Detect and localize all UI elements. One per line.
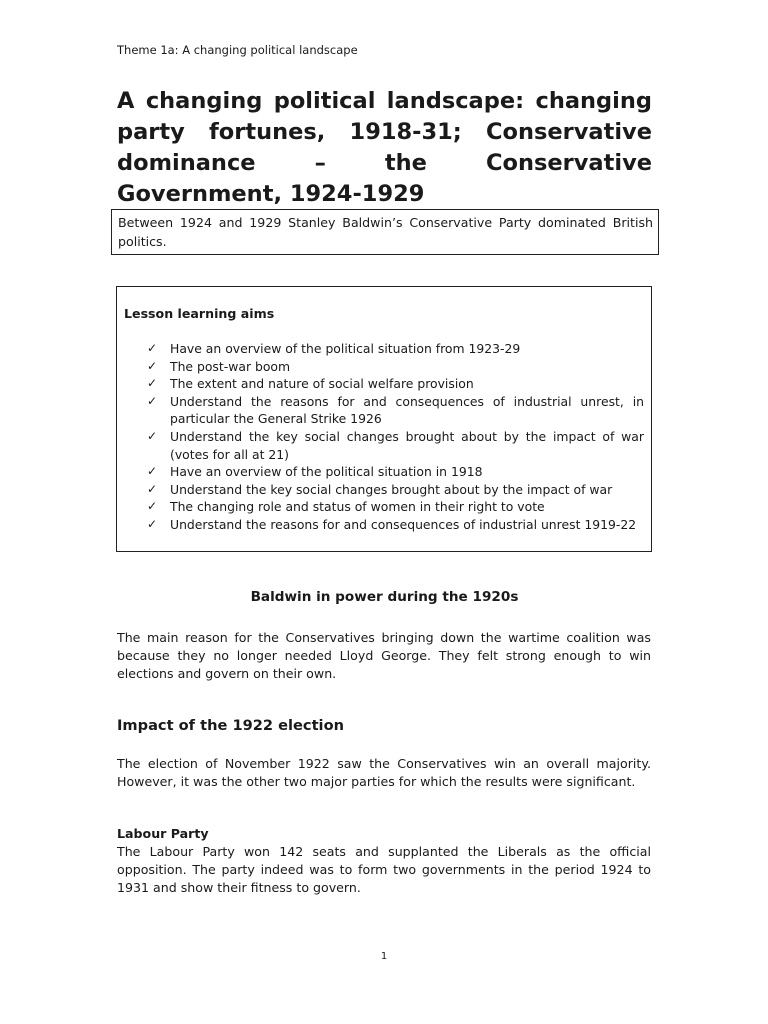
learning-aim-text: Understand the reasons for and consequences of industrial unrest, in particular the General Strike 1926 [170, 393, 644, 427]
checkmark-icon: ✓ [147, 341, 158, 355]
learning-aim-item [147, 393, 644, 428]
learning-aim-text: Have an overview of the political situation in 1918 [170, 464, 483, 480]
baldwin-section-title: Baldwin in power during the 1920s [250, 589, 519, 605]
labour-paragraph: The Labour Party won 142 seats and supplanted the Liberals as the official opposition. The party indeed was to form two governments in the period 1924 to 1931 and show their fitness to govern. [117, 844, 651, 895]
learning-aim-text: Understand the key social changes brought about by the impact of war [170, 481, 613, 497]
learning-aim-item [147, 375, 644, 393]
learning-aims-list [147, 340, 644, 534]
checkmark-icon: ✓ [147, 376, 158, 391]
election-section-title: Impact of the 1922 election [117, 717, 344, 734]
checkmark-icon: ✓ [147, 358, 158, 373]
learning-aim-item [147, 481, 644, 499]
baldwin-paragraph: The main reason for the Conservatives bringing down the wartime coalition was because they no longer needed Lloyd George. They felt strong enough to win elections and govern on their own. [117, 630, 651, 681]
learning-aim-item [147, 463, 644, 481]
learning-aim-text: Understand the key social changes brought about by the impact of war (votes for all at 21) [170, 428, 644, 462]
learning-aims-box [116, 286, 652, 552]
learning-aim-item [147, 428, 644, 463]
learning-aim-item [147, 516, 644, 534]
intro-box: Between 1924 and 1929 Stanley Baldwin’s Conservative Party dominated British politics. [111, 209, 659, 255]
checkmark-icon: ✓ [147, 393, 158, 408]
learning-aim-item [147, 358, 644, 376]
page-number: 1 [380, 951, 388, 962]
learning-aim-text: The extent and nature of social welfare provision [170, 376, 474, 392]
checkmark-icon: ✓ [147, 428, 158, 443]
checkmark-icon: ✓ [147, 481, 158, 496]
learning-aim-text: The post-war boom [170, 358, 291, 374]
learning-aim-item [147, 340, 644, 358]
checkmark-icon: ✓ [147, 499, 158, 514]
learning-aim-text: Have an overview of the political situation from 1923-29 [170, 341, 521, 356]
learning-aims-heading: Lesson learning aims [124, 306, 275, 321]
running-header: Theme 1a: A changing political landscape [117, 43, 358, 57]
learning-aim-item [147, 498, 644, 516]
learning-aim-text: Understand the reasons for and consequences of industrial unrest 1919-22 [170, 516, 637, 532]
labour-party-heading: Labour Party [117, 826, 209, 841]
election-paragraph: The election of November 1922 saw the Conservatives win an overall majority. However, it was the other two major parties for which the results were significant. [117, 756, 651, 789]
checkmark-icon: ✓ [147, 464, 158, 479]
page-title: A changing political landscape: changing party fortunes, 1918-31; Conservative dominance – the Conservative Government, 1924-1929 [117, 88, 652, 207]
learning-aim-text: The changing role and status of women in their right to vote [170, 499, 545, 515]
checkmark-icon: ✓ [147, 516, 158, 531]
